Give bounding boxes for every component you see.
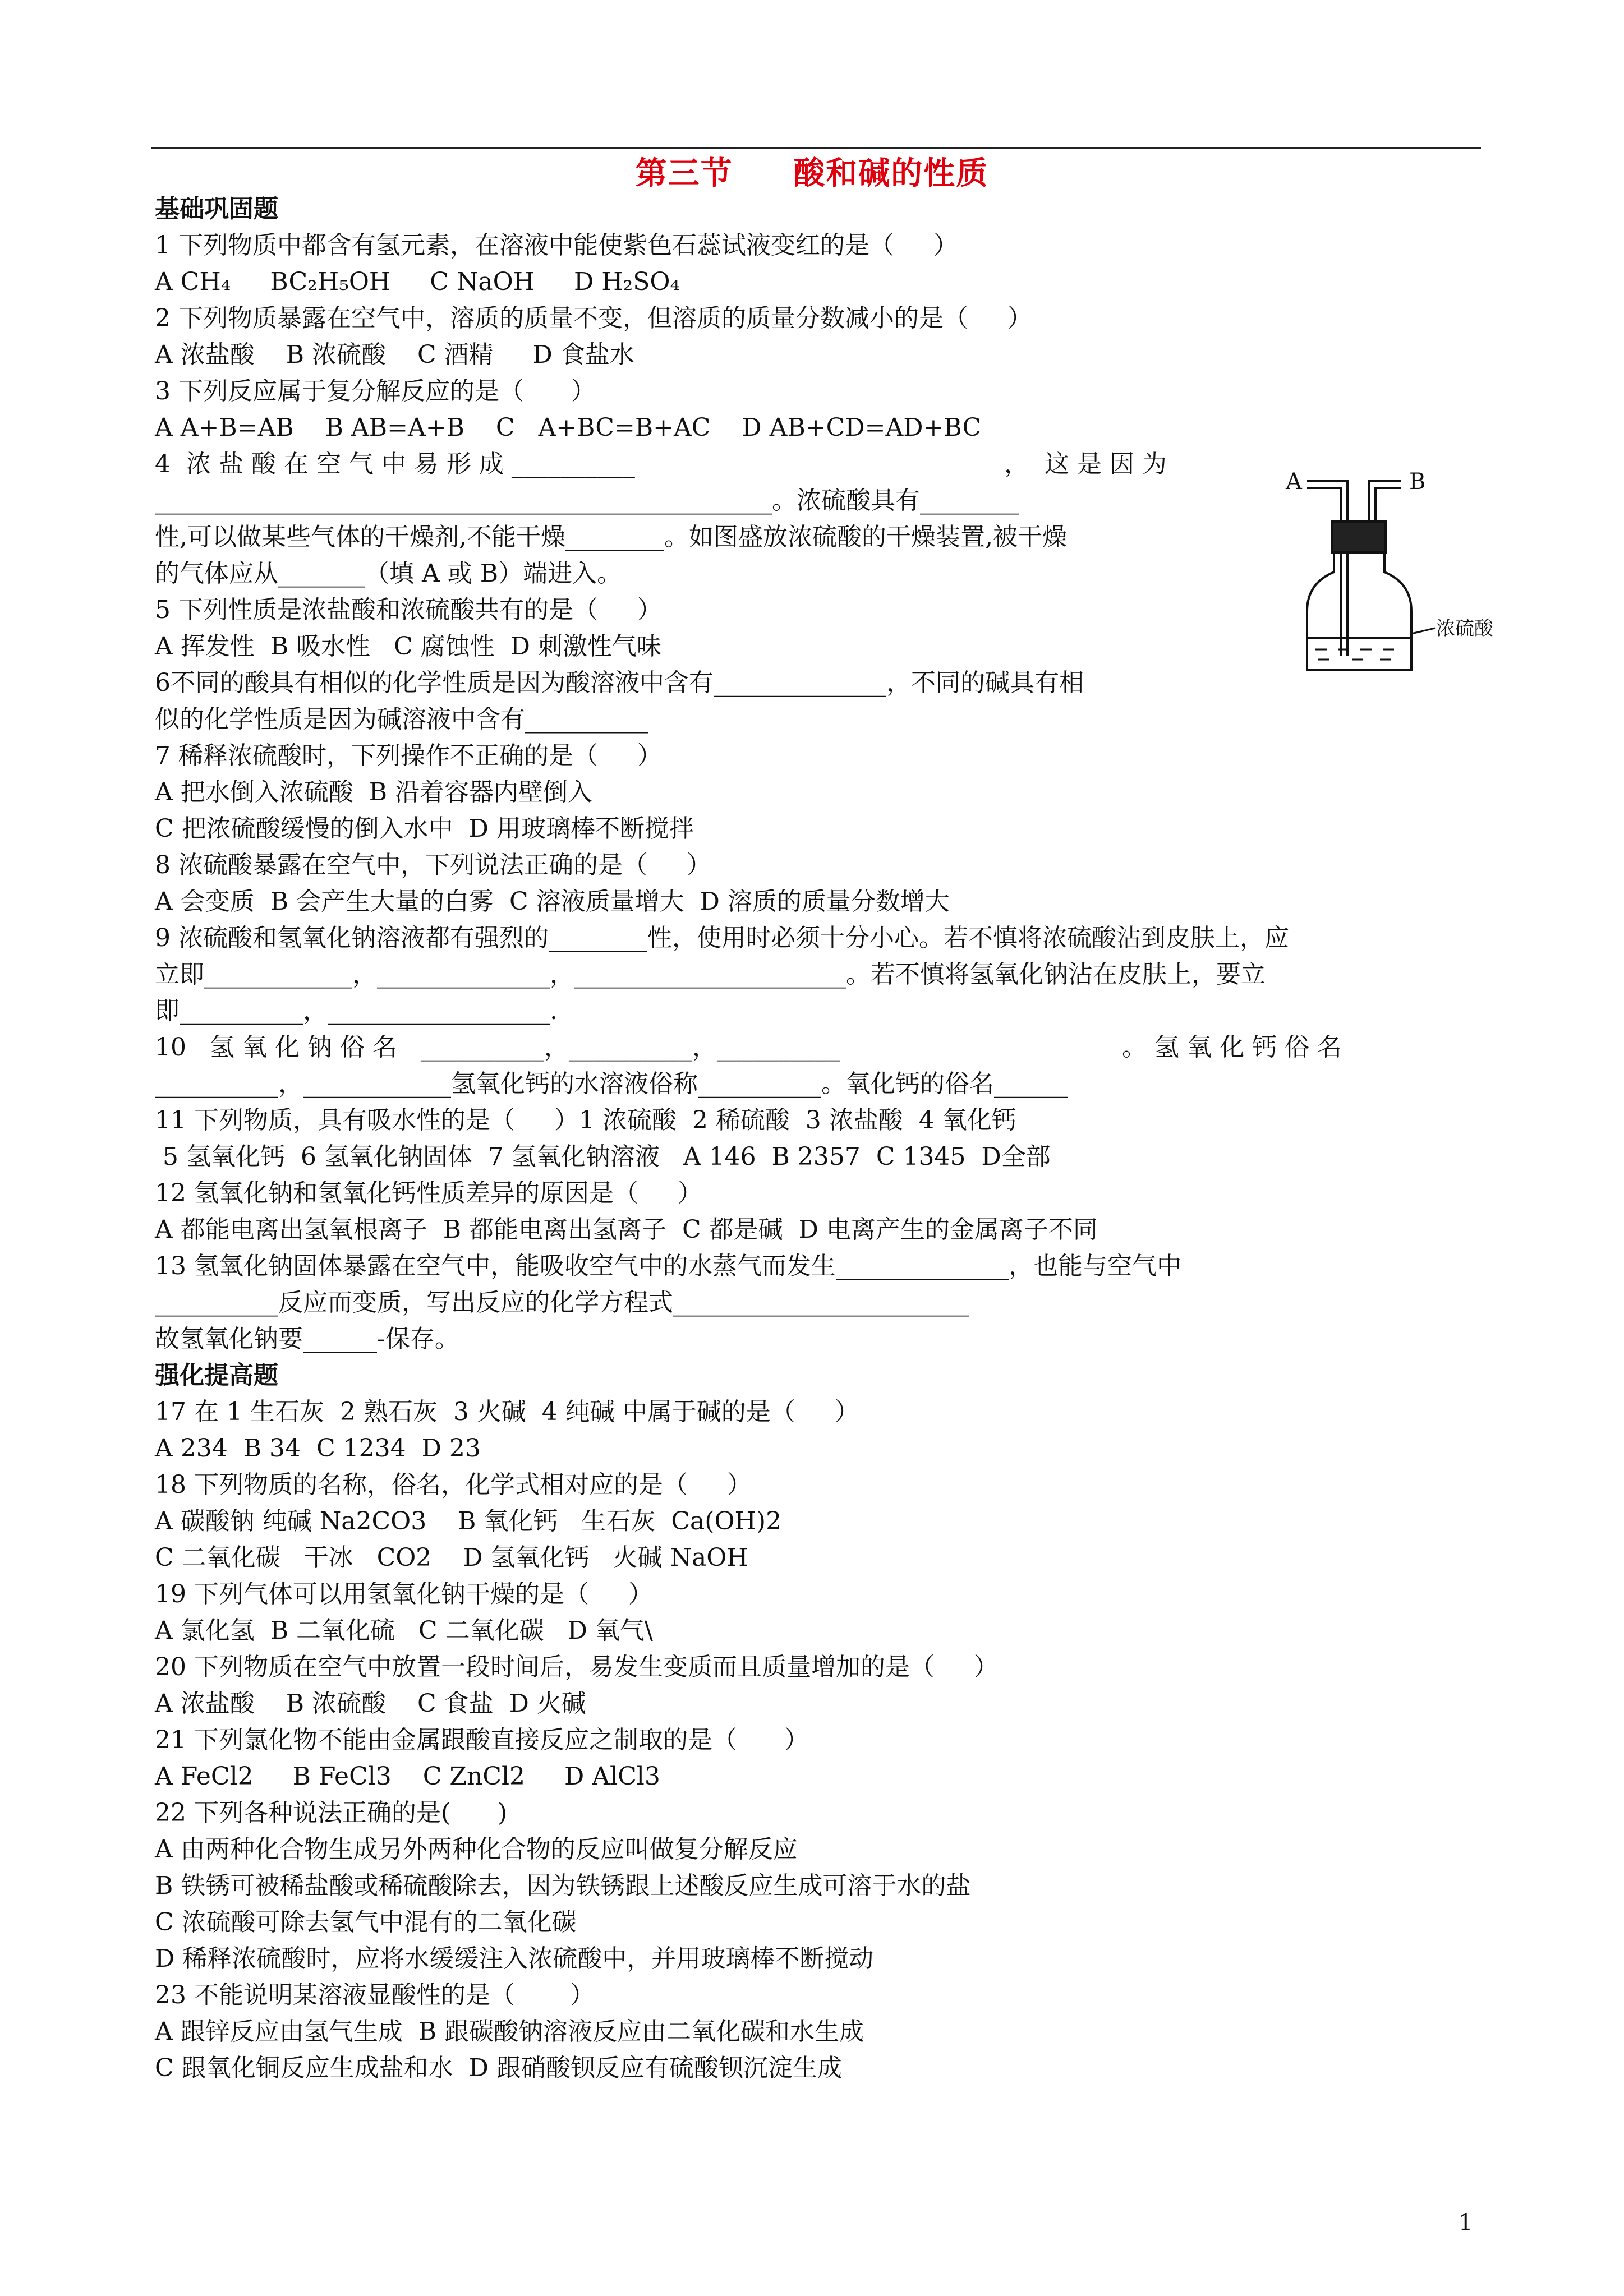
page-title: 第三节 酸和碱的性质 bbox=[635, 155, 989, 192]
figure-label-b: B bbox=[1409, 469, 1426, 495]
question-line: 似的化学性质是因为碱溶液中含有__________ bbox=[155, 705, 648, 734]
question-line: B 铁锈可被稀盐酸或稀硫酸除去，因为铁锈跟上述酸反应生成可溶于水的盐 bbox=[155, 1871, 971, 1900]
question-line: A 氯化氢 B 二氧化硫 C 二氧化碳 D 氧气\ bbox=[155, 1616, 653, 1645]
page-number: 1 bbox=[1459, 2210, 1473, 2235]
question-line: 6不同的酸具有相似的化学性质是因为酸溶液中含有______________，不同的碱具有相 bbox=[155, 668, 1084, 697]
question-line: 2 下列物质暴露在空气中，溶质的质量不变，但溶质的质量分数减小的是（ ） bbox=[155, 304, 1032, 333]
question-line: 的气体应从_______（填 A 或 B）端进入。 bbox=[155, 559, 622, 588]
question-line: 22 下列各种说法正确的是( ) bbox=[155, 1799, 508, 1827]
question-line: 立即____________，______________，______________________。若不慎将氢氧化钠沾在皮肤上，要立 bbox=[155, 960, 1266, 989]
section-heading-advanced: 强化提高题 bbox=[155, 1361, 278, 1390]
question-line: 20 下列物质在空气中放置一段时间后，易发生变质而且质量增加的是（ ） bbox=[155, 1653, 999, 1681]
section-heading-basic: 基础巩固题 bbox=[155, 195, 278, 223]
question-line: A 234 B 34 C 1234 D 23 bbox=[155, 1434, 481, 1463]
question-line: A 浓盐酸 B 浓硫酸 C 酒精 D 食盐水 bbox=[155, 340, 634, 369]
question-line: 5 下列性质是浓盐酸和浓硫酸共有的是（ ） bbox=[155, 596, 662, 624]
question-line: 18 下列物质的名称，俗名，化学式相对应的是（ ） bbox=[155, 1470, 752, 1499]
question-line: C 跟氧化铜反应生成盐和水 D 跟硝酸钡反应有硫酸钡沉淀生成 bbox=[155, 2054, 842, 2082]
question-line: 故氢氧化钠要______-保存。 bbox=[155, 1325, 459, 1353]
question-line: A 把水倒入浓硫酸 B 沿着容器内壁倒入 bbox=[155, 778, 593, 806]
question-line: A FeCl2 B FeCl3 C ZnCl2 D AlCl3 bbox=[155, 1762, 660, 1791]
question-line: 5 氢氧化钙 6 氢氧化钠固体 7 氢氧化钠溶液 A 146 B 2357 C 1345 D全部 bbox=[155, 1142, 1051, 1171]
question-line: 23 不能说明某溶液显酸性的是（ ） bbox=[155, 1981, 595, 2009]
question-line: ， 这 是 因 为 bbox=[1004, 450, 1167, 478]
question-line: __________________________________________________。浓硫酸具有________ bbox=[155, 486, 1019, 515]
question-line: 1 下列物质中都含有氢元素，在溶液中能使紫色石蕊试液变红的是（ ） bbox=[155, 231, 958, 260]
question-line: 即__________，__________________. bbox=[155, 997, 558, 1025]
question-line: 13 氢氧化钠固体暴露在空气中，能吸收空气中的水蒸气而发生______________，也能与空气中 bbox=[155, 1252, 1181, 1280]
question-line: A 浓盐酸 B 浓硫酸 C 食盐 D 火碱 bbox=[155, 1689, 586, 1718]
question-line: __________反应而变质，写出反应的化学方程式________________________ bbox=[155, 1288, 969, 1317]
question-line: 4 浓 盐 酸 在 空 气 中 易 形 成 __________ bbox=[155, 450, 635, 478]
stopper bbox=[1332, 522, 1386, 552]
question-line: 11 下列物质，具有吸水性的是（ ）1 浓硫酸 2 稀硫酸 3 浓盐酸 4 氧化钙 bbox=[155, 1106, 1016, 1135]
question-line: 10 氢 氧 化 钠 俗 名 __________，__________，__________ bbox=[155, 1033, 840, 1062]
question-line: A 会变质 B 会产生大量的白雾 C 溶液质量增大 D 溶质的质量分数增大 bbox=[155, 887, 950, 916]
question-line: A 挥发性 B 吸水性 C 腐蚀性 D 刺激性气味 bbox=[155, 632, 661, 661]
inlet-tube-a-inner bbox=[1307, 488, 1341, 656]
question-line: A 碳酸钠 纯碱 Na2CO3 B 氧化钙 生石灰 Ca(OH)2 bbox=[155, 1507, 782, 1536]
question-line: A 跟锌反应由氢气生成 B 跟碳酸钠溶液反应由二氧化碳和水生成 bbox=[155, 2017, 864, 2046]
question-line: 19 下列气体可以用氢氧化钠干燥的是（ ） bbox=[155, 1580, 653, 1608]
question-line: A A+B=AB B AB=A+B C A+BC=B+AC D AB+CD=AD+BC bbox=[155, 413, 982, 442]
question-line: 9 浓硫酸和氢氧化钠溶液都有强烈的________性，使用时必须十分小心。若不慎将浓硫酸沾到皮肤上，应 bbox=[155, 924, 1289, 952]
question-line: 性,可以做某些气体的干燥剂,不能干燥________。如图盛放浓硫酸的干燥装置,被干燥 bbox=[155, 523, 1067, 551]
question-line: C 二氧化碳 干冰 CO2 D 氢氧化钙 火碱 NaOH bbox=[155, 1543, 748, 1572]
question-line: C 把浓硫酸缓慢的倒入水中 D 用玻璃棒不断搅拌 bbox=[155, 814, 694, 843]
question-line: 。 氢 氧 化 钙 俗 名 bbox=[1122, 1033, 1342, 1062]
question-line: A 由两种化合物生成另外两种化合物的反应叫做复分解反应 bbox=[155, 1835, 798, 1864]
question-line: 8 浓硫酸暴露在空气中，下列说法正确的是（ ） bbox=[155, 851, 711, 879]
liquid-hatching bbox=[1315, 649, 1394, 660]
question-line: A CH₄ BC₂H₅OH C NaOH D H₂SO₄ bbox=[155, 268, 680, 296]
figure-label-a: A bbox=[1286, 469, 1302, 495]
drying-bottle-figure bbox=[1285, 460, 1554, 684]
question-line: A 都能电离出氢氧根离子 B 都能电离出氢离子 C 都是碱 D 电离产生的金属离子不同 bbox=[155, 1215, 1098, 1244]
question-line: C 浓硫酸可除去氢气中混有的二氧化碳 bbox=[155, 1908, 577, 1937]
question-line: D 稀释浓硫酸时，应将水缓缓注入浓硫酸中，并用玻璃棒不断搅动 bbox=[155, 1944, 874, 1973]
question-line: __________，____________氢氧化钙的水溶液俗称__________。氧化钙的俗名______ bbox=[155, 1069, 1068, 1098]
question-line: 7 稀释浓硫酸时，下列操作不正确的是（ ） bbox=[155, 741, 662, 770]
label-leader-line bbox=[1411, 628, 1435, 634]
question-line: 12 氢氧化钠和氢氧化钙性质差异的原因是（ ） bbox=[155, 1179, 702, 1207]
question-line: 3 下列反应属于复分解反应的是（ ） bbox=[155, 377, 596, 405]
question-line: 17 在 1 生石灰 2 熟石灰 3 火碱 4 纯碱 中属于碱的是（ ） bbox=[155, 1398, 859, 1426]
question-line: 21 下列氯化物不能由金属跟酸直接反应之制取的是（ ） bbox=[155, 1726, 809, 1754]
bottle-outline bbox=[1307, 552, 1411, 670]
figure-label-liquid: 浓硫酸 bbox=[1436, 617, 1493, 640]
